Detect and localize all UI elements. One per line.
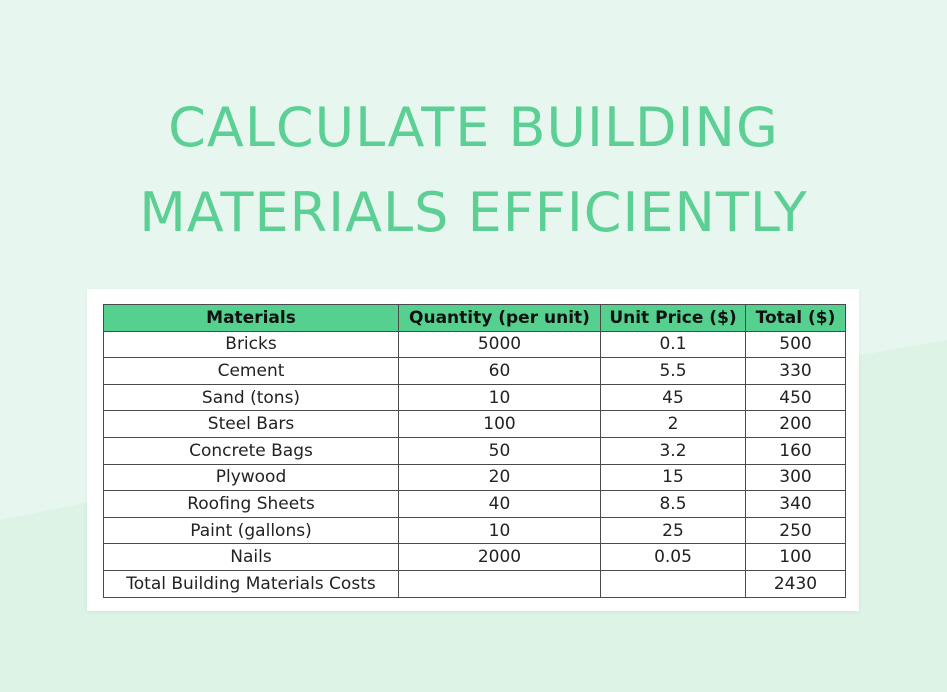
table-row [104,358,846,385]
total-cell: 100 [746,544,846,571]
header-unit-price: Unit Price ($) [601,305,746,332]
quantity-cell: 40 [399,491,601,518]
quantity-cell: 20 [399,464,601,491]
quantity-cell: 10 [399,384,601,411]
header-total: Total ($) [746,305,846,332]
total-cell: 250 [746,517,846,544]
table-total-row [104,570,846,597]
quantity-cell: 60 [399,358,601,385]
table-row [104,544,846,571]
material-cell: Bricks [104,331,399,358]
unit-price-cell: 45 [601,384,746,411]
material-cell: Paint (gallons) [104,517,399,544]
total-cell: 450 [746,384,846,411]
unit-price-cell: 15 [601,464,746,491]
table-row [104,464,846,491]
page-title-line-1: CALCULATE BUILDING [168,96,779,159]
unit-price-cell: 5.5 [601,358,746,385]
quantity-cell: 50 [399,437,601,464]
spreadsheet-card [87,289,859,611]
table-row [104,517,846,544]
table-row [104,491,846,518]
total-cell: 330 [746,358,846,385]
total-cell: 200 [746,411,846,438]
unit-price-cell: 0.1 [601,331,746,358]
material-cell: Concrete Bags [104,437,399,464]
unit-price-cell: 0.05 [601,544,746,571]
material-cell: Steel Bars [104,411,399,438]
unit-price-cell: 25 [601,517,746,544]
unit-price-cell: 2 [601,411,746,438]
quantity-cell: 5000 [399,331,601,358]
quantity-cell: 2000 [399,544,601,571]
material-cell: Nails [104,544,399,571]
material-cell: Sand (tons) [104,384,399,411]
quantity-cell: 100 [399,411,601,438]
header-quantity: Quantity (per unit) [399,305,601,332]
unit-price-cell [601,570,746,597]
material-cell: Roofing Sheets [104,491,399,518]
header-materials: Materials [104,305,399,332]
table-row [104,331,846,358]
table-row [104,437,846,464]
grand-total-cell: 2430 [746,570,846,597]
table-row [104,411,846,438]
total-cell: 500 [746,331,846,358]
page-title-line-2: MATERIALS EFFICIENTLY [139,181,808,244]
table-row [104,384,846,411]
total-cell: 300 [746,464,846,491]
quantity-cell: 10 [399,517,601,544]
unit-price-cell: 3.2 [601,437,746,464]
quantity-cell [399,570,601,597]
materials-table [103,304,846,598]
total-cell: 160 [746,437,846,464]
unit-price-cell: 8.5 [601,491,746,518]
material-cell: Plywood [104,464,399,491]
material-cell: Cement [104,358,399,385]
table-header-row [104,305,846,332]
total-label-cell: Total Building Materials Costs [104,570,399,597]
total-cell: 340 [746,491,846,518]
